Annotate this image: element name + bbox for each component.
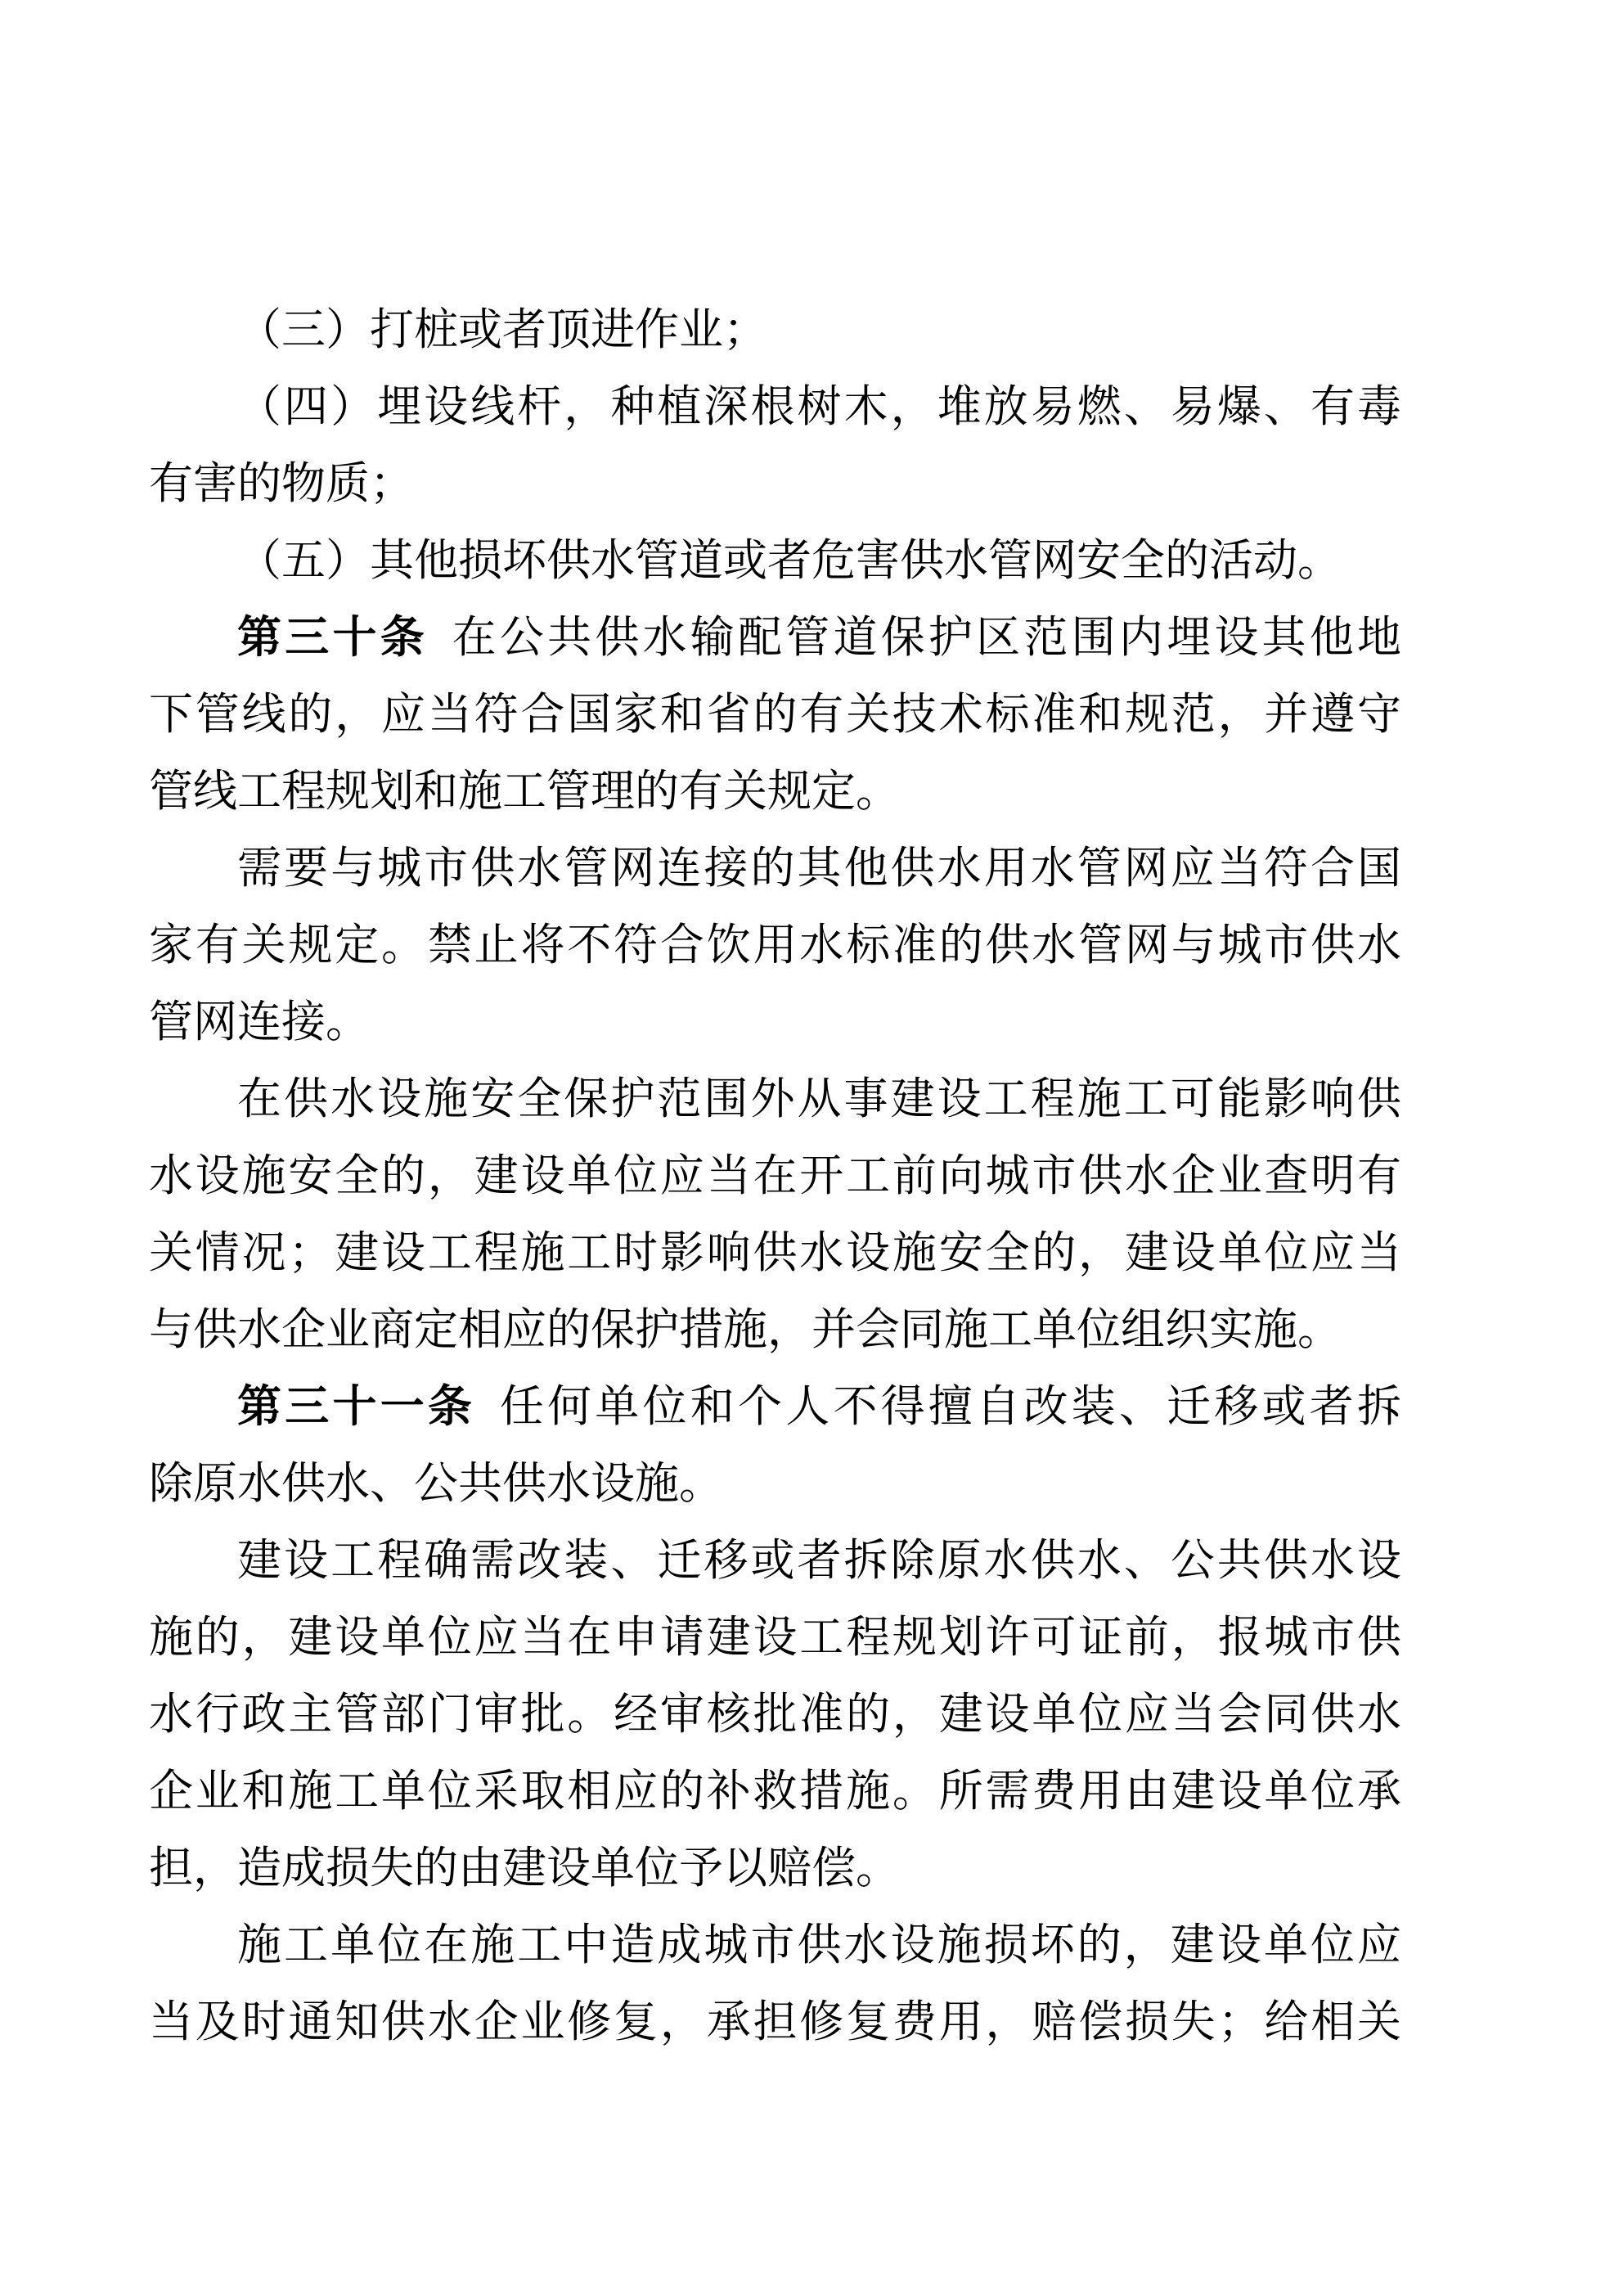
text-line: [149, 676, 1401, 753]
line-text: 水设施安全的，建设单位应当在开工前向城市供水企业查明有: [149, 1151, 1401, 1200]
line-text: 任何单位和个人不得擅自改装、迁移或者拆: [499, 1382, 1401, 1431]
text-line: [149, 1368, 1401, 1445]
text-line: [149, 599, 1401, 676]
line-text: 担，造成损失的由建设单位予以赔偿。: [149, 1844, 900, 1893]
text-line: [149, 291, 1401, 368]
text-line: [149, 1291, 1401, 1368]
text-line: [149, 1214, 1401, 1291]
article-number: 第三十一条: [237, 1382, 476, 1431]
text-line: [149, 1599, 1401, 1676]
line-text: 有害的物质；: [149, 459, 414, 508]
line-text: 当及时通知供水企业修复，承担修复费用，赔偿损失；给相关: [149, 1997, 1401, 2046]
text-line: [149, 1753, 1401, 1830]
text-line: [149, 1907, 1401, 1983]
line-text: 需要与城市供水管网连接的其他供水用水管网应当符合国: [237, 844, 1401, 893]
line-text: 与供水企业商定相应的保护措施，并会同施工单位组织实施。: [149, 1305, 1342, 1354]
line-text: 施的，建设单位应当在申请建设工程规划许可证前，报城市供: [149, 1613, 1401, 1662]
text-line: [149, 1676, 1401, 1753]
text-line: [149, 1137, 1401, 1214]
line-text: 管线工程规划和施工管理的有关规定。: [149, 767, 900, 816]
line-text: 家有关规定。禁止将不符合饮用水标准的供水管网与城市供水: [149, 921, 1401, 970]
line-text: 建设工程确需改装、迁移或者拆除原水供水、公共供水设: [237, 1536, 1401, 1585]
line-text: （五）其他损坏供水管道或者危害供水管网安全的活动。: [237, 536, 1342, 585]
text-line: [149, 1445, 1401, 1522]
line-text: （三）打桩或者顶进作业；: [237, 305, 767, 354]
line-text: （四）埋设线杆，种植深根树木，堆放易燃、易爆、有毒: [237, 382, 1401, 431]
text-line: [149, 830, 1401, 907]
text-line: [149, 445, 1401, 522]
line-text: 水行政主管部门审批。经审核批准的，建设单位应当会同供水: [149, 1690, 1401, 1739]
text-line: [149, 1522, 1401, 1599]
line-text: 管网连接。: [149, 997, 370, 1047]
text-line: [149, 522, 1401, 599]
text-line: [149, 1830, 1401, 1907]
line-text: 在公共供水输配管道保护区范围内埋设其他地: [452, 613, 1402, 662]
article-number: 第三十条: [237, 613, 428, 662]
text-line: [149, 1060, 1401, 1137]
text-line: [149, 984, 1401, 1060]
line-text: 企业和施工单位采取相应的补救措施。所需费用由建设单位承: [149, 1767, 1401, 1816]
text-line: [149, 907, 1401, 984]
document-body: [149, 291, 1401, 2060]
line-text: 除原水供水、公共供水设施。: [149, 1459, 723, 1508]
line-text: 下管线的，应当符合国家和省的有关技术标准和规范，并遵守: [149, 690, 1401, 739]
text-line: [149, 368, 1401, 445]
line-text: 关情况；建设工程施工时影响供水设施安全的，建设单位应当: [149, 1228, 1401, 1277]
line-text: 施工单位在施工中造成城市供水设施损坏的，建设单位应: [237, 1920, 1401, 1970]
line-text: 在供水设施安全保护范围外从事建设工程施工可能影响供: [237, 1074, 1401, 1123]
text-line: [149, 1983, 1401, 2060]
text-line: [149, 753, 1401, 830]
